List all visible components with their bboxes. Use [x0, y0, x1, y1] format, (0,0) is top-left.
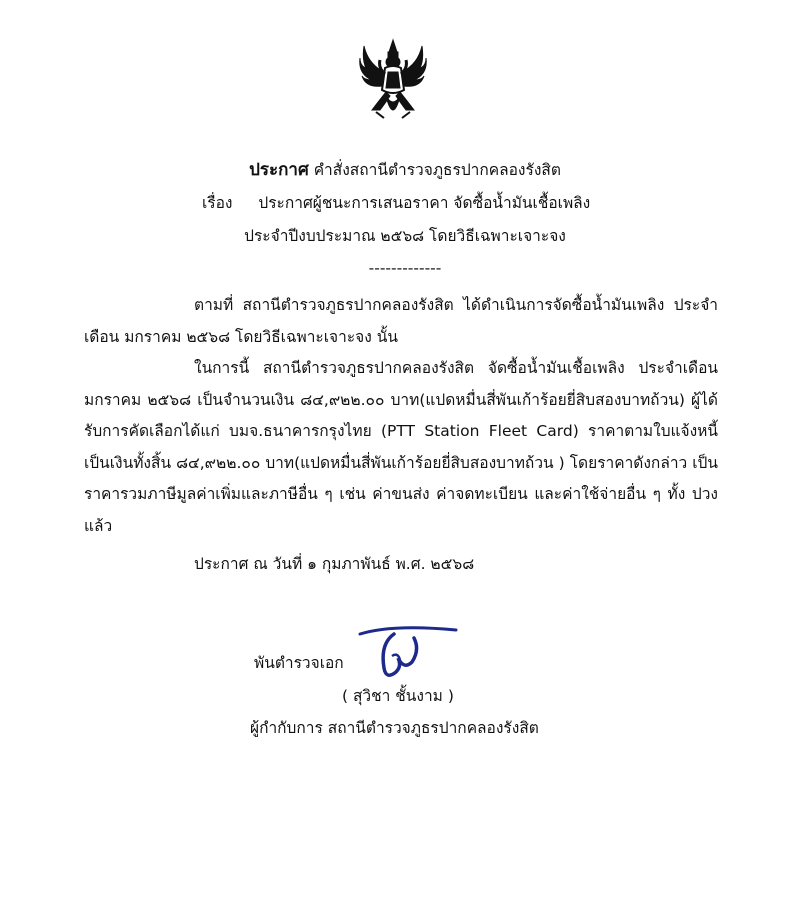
title-bold: ประกาศ [249, 160, 309, 180]
signer-position: ผู้กำกับการ สถานีตำรวจภูธรปากคลองรังสิต [250, 719, 539, 737]
subject-label: เรื่อง [202, 194, 233, 212]
title-rest: คำสั่งสถานีตำรวจภูธรปากคลองรังสิต [308, 161, 561, 179]
announcement-title [0, 160, 810, 180]
subject-line [202, 193, 590, 213]
paragraph-2: ในการนี้ สถานีตำรวจภูธรปากคลองรังสิต จัดซื้อน้ำมันเชื้อเพลิง ประจำเดือน มกราคม ๒๕๖๘ เป็นจำนวนเงิน ๘๔,๙๒๒.๐๐ บาท(แปดหมื่นสี่พันเก้าร้อยยี่สิบสองบาทถ้วน) ผู้ได้รับการคัดเลือกได้แก่ บมจ.ธนาคารกรุงไทย (PTT Station Fleet Card) ราคาตามใบแจ้งหนี้ เป็นเงินทั้งสิ้น ๘๔,๙๒๒.๐๐ บาท(แปดหมื่นสี่พันเก้าร้อยยี่สิบสองบาทถ้วน ) โดยราคาดังกล่าว เป็นราคารวมภาษีมูลค่าเพิ่มและภาษีอื่น ๆ เช่น ค่าขนส่ง ค่าจดทะเบียน และค่าใช้จ่ายอื่น ๆ ทั้ง ปวงแล้ว [84, 359, 718, 535]
paragraph-1: ตามที่ สถานีตำรวจภูธรปากคลองรังสิต ได้ดำเนินการจัดซื้อน้ำมันเพลิง ประจำเดือน มกราคม ๒๕๖๘ โดยวิธีเฉพาะเจาะจง นั้น [84, 296, 718, 346]
subject-text: ประกาศผู้ชนะการเสนอราคา จัดซื้อน้ำมันเชื้อเพลิง [258, 194, 591, 212]
signer-rank: พันตำรวจเอก [254, 654, 344, 672]
announce-date: ประกาศ ณ วันที่ ๑ กุมภาพันธ์ พ.ศ. ๒๕๖๘ [194, 555, 475, 573]
signature-mark-icon [352, 622, 462, 684]
garuda-emblem-icon [358, 38, 428, 124]
subject-line-2: ประจำปีงบประมาณ ๒๕๖๘ โดยวิธีเฉพาะเจาะจง [244, 227, 566, 245]
signer-name: ( สุวิชา ชั้นงาม ) [342, 687, 454, 705]
divider: ------------- [368, 259, 442, 277]
